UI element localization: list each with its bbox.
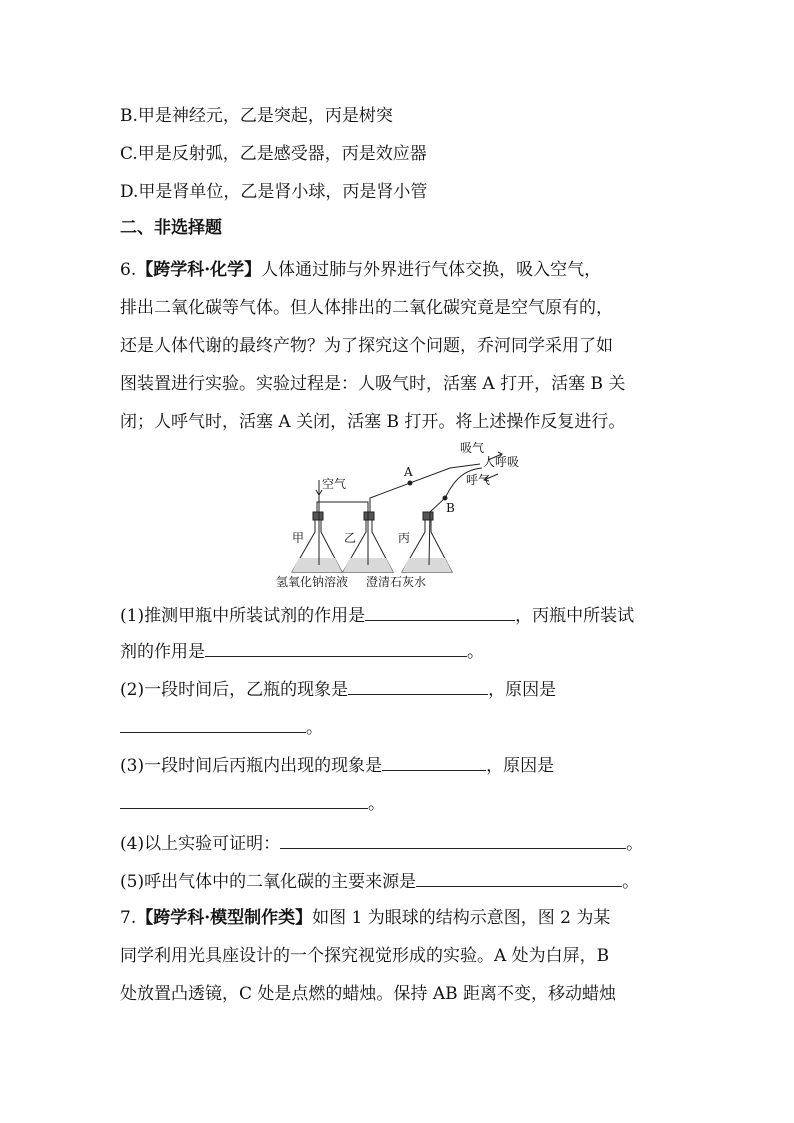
q6-line-4: 图装置进行实验。实验过程是：人吸气时，活塞 A 打开，活塞 B 关 <box>120 374 626 394</box>
q6-sub3-line2 <box>120 790 385 816</box>
q7-line-2: 同学利用光具座设计的一个探究视觉形成的实验。A 处为白屏，B <box>120 946 610 966</box>
section-title: 二、非选择题 <box>120 218 222 238</box>
q6-sub4-prompt: (4)以上实验可证明： <box>120 834 281 854</box>
q6-sub5-prompt: (5)呼出气体中的二氧化碳的主要来源是 <box>120 872 417 892</box>
label-reagent-limewater: 澄清石灰水 <box>366 575 427 589</box>
q6-sub2-end: 。 <box>306 718 323 738</box>
label-flask-bing: 丙 <box>398 531 411 545</box>
answer-blank-6[interactable] <box>120 790 368 809</box>
q6-sub1-mid: ，丙瓶中所装试 <box>515 606 635 626</box>
q6-tag: 【跨学科·化学】 <box>136 260 262 280</box>
q7-tag: 【跨学科·模型制作类】 <box>136 908 313 928</box>
q6-sub5-end: 。 <box>622 872 640 892</box>
option-b: B.甲是神经元，乙是突起，丙是树突 <box>120 106 393 126</box>
q7-line-1 <box>120 906 610 930</box>
q6-line-3: 还是人体代谢的最终产物？为了探究这个问题，乔河同学采用了如 <box>120 336 613 356</box>
answer-blank-5[interactable] <box>382 752 486 771</box>
q6-text-1: 人体通过肺与外界进行气体交换，吸入空气， <box>261 260 602 280</box>
answer-blank-7[interactable] <box>280 830 626 849</box>
q6-sub2-prompt: (2)一段时间后，乙瓶的现象是 <box>120 680 349 700</box>
q6-sub3-mid: ，原因是 <box>486 756 555 776</box>
q6-sub1-prompt: (1)推测甲瓶中所装试剂的作用是 <box>120 606 366 626</box>
q6-sub1-cont: 剂的作用是 <box>120 642 205 662</box>
q7-text-1: 如图 1 为眼球的结构示意图，图 2 为某 <box>312 908 611 928</box>
label-exhale: 呼气 <box>466 473 491 487</box>
answer-blank-2[interactable] <box>205 638 467 657</box>
label-flask-jia: 甲 <box>292 531 305 545</box>
q6-sub2-line1 <box>120 676 556 702</box>
valve-b <box>443 496 448 501</box>
tube-inhale <box>370 464 480 512</box>
label-inhale: 吸气 <box>460 441 485 455</box>
answer-blank-3[interactable] <box>348 676 488 695</box>
valve-a <box>408 481 413 486</box>
q6-sub3-prompt: (3)一段时间后丙瓶内出现的现象是 <box>120 756 383 776</box>
q7-line-3: 处放置凸透镜，C 处是点燃的蜡烛。保持 AB 距离不变，移动蜡烛 <box>120 984 616 1004</box>
label-valve-b: B <box>446 501 455 515</box>
answer-blank-8[interactable] <box>416 868 622 887</box>
label-flask-yi: 乙 <box>344 531 357 545</box>
option-d: D.甲是肾单位，乙是肾小球，丙是肾小管 <box>120 182 428 202</box>
experiment-apparatus-figure <box>270 440 530 590</box>
answer-blank-4[interactable] <box>120 714 306 733</box>
q6-sub2-mid: ，原因是 <box>488 680 557 700</box>
q6-sub4-end: 。 <box>626 834 644 854</box>
q6-line-1 <box>120 258 601 282</box>
q6-sub1-end: 。 <box>467 642 484 662</box>
q6-sub4-line <box>120 830 643 856</box>
label-person: 人呼吸 <box>483 455 520 469</box>
q6-sub3-line1 <box>120 752 554 778</box>
q7-number: 7. <box>120 908 137 928</box>
stopper-bing <box>423 512 433 520</box>
option-c: C.甲是反射弧，乙是感受器，丙是效应器 <box>120 144 427 164</box>
label-valve-a: A <box>404 465 413 479</box>
stopper-yi <box>364 512 374 520</box>
q6-line-2: 排出二氧化碳等气体。但人体排出的二氧化碳究竟是空气原有的， <box>120 298 613 318</box>
q6-sub1-line2 <box>120 638 484 664</box>
label-reagent-naoh: 氢氧化钠溶液 <box>276 575 349 589</box>
q6-sub1-line1 <box>120 602 634 628</box>
q6-sub5-line <box>120 868 639 894</box>
q6-line-5: 闭；人呼气时，活塞 A 关闭，活塞 B 打开。将上述操作反复进行。 <box>120 412 626 432</box>
q6-number: 6. <box>120 260 137 280</box>
q6-sub3-end: 。 <box>368 794 385 814</box>
label-air: 空气 <box>322 477 347 491</box>
tube-jia-yi <box>317 502 368 565</box>
answer-blank-1[interactable] <box>365 602 515 621</box>
q6-sub2-line2 <box>120 714 323 740</box>
stopper-jia <box>313 512 323 520</box>
